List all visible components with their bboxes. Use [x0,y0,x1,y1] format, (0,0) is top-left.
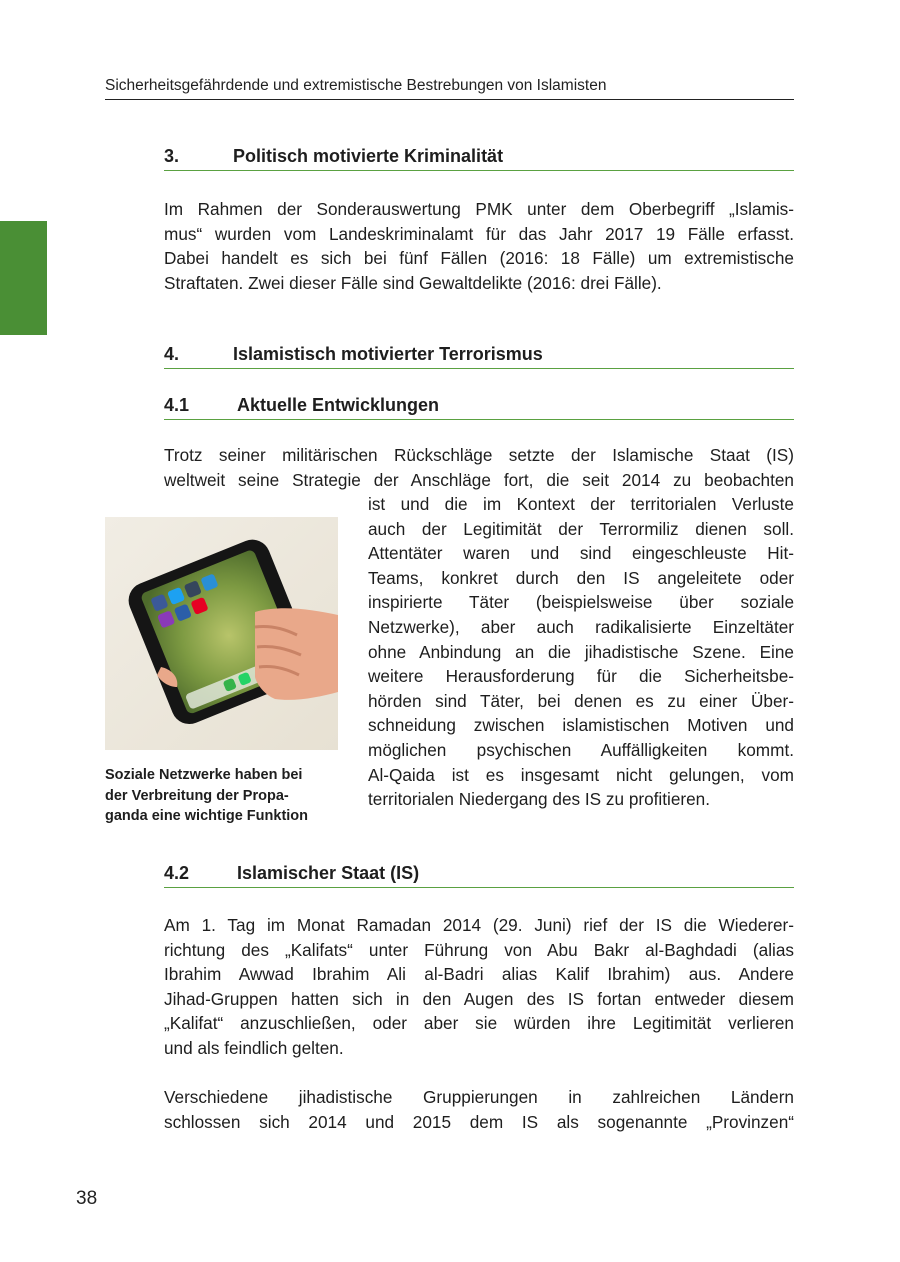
text-line: weltweit seine Strategie der Anschläge fort, die seit 2014 zu beobachten [164,469,794,490]
text-line: auch der Legitimität der Terrormiliz dienen soll. [368,518,794,539]
text-line: hörden sind Täter, bei denen es zu einer Über- [368,690,794,711]
chapter-side-tab [0,221,47,335]
text-line: Teams, konkret durch den IS angeleitete oder [368,567,794,588]
heading-section-4-2 [164,863,794,888]
paragraph-developments-narrow [368,492,794,812]
text-line: „Kalifat“ anzuschließen, oder aber sie würden ihre Legitimität verlieren [164,1013,794,1034]
text-line: schneidung zwischen islamistischen Motiven und [368,715,794,736]
heading-number: 3. [164,146,180,166]
text-line: möglichen psychischen Auffälligkeiten kommt. [368,739,794,760]
caption-line: Soziale Netzwerke haben bei [105,767,303,783]
smartphone-photo [105,517,338,750]
text-line: ohne Anbindung an die jihadistische Szene. Eine [368,641,794,662]
text-line: Al-Qaida ist es insgesamt nicht gelungen, vom [368,764,794,785]
heading-section-4 [164,344,794,369]
heading-section-4-1 [164,395,794,420]
heading-title: Aktuelle Entwicklungen [237,395,440,415]
running-head: Sicherheitsgefährdende und extremistische Bestrebungen von Islamisten [105,77,794,100]
figure-caption [105,765,345,827]
text-line: ist und die im Kontext der territorialen Verluste [368,494,794,514]
page-number: 38 [76,1188,98,1209]
text-line: Ibrahim Awwad Ibrahim Ali al-Badri alias Kalif Ibrahim) aus. Andere [164,964,794,985]
heading-title: Politisch motivierte Kriminalität [233,146,504,166]
paragraph-pmk [164,197,794,295]
heading-number: 4.1 [164,395,190,415]
text-line: Am 1. Tag im Monat Ramadan 2014 (29. Juni) rief der IS die Wiederer- [164,915,794,935]
text-line: Dabei handelt es sich bei fünf Fällen (2016: 18 Fälle) um extremistische [164,248,794,269]
text-line: Verschiedene jihadistische Gruppierungen in zahlreichen Ländern [164,1087,794,1107]
text-line: mus“ wurden vom Landeskriminalamt für das Jahr 2017 19 Fälle erfasst. [164,223,794,244]
paragraph-developments-full [164,443,794,492]
text-line: richtung des „Kalifats“ unter Führung von Abu Bakr al-Baghdadi (alias [164,939,794,960]
caption-line: ganda eine wichtige Funktion [105,808,309,824]
heading-section-3 [164,146,794,171]
caption-line: der Verbreitung der Propa- [105,787,289,804]
heading-title: Islamistisch motivierter Terrorismus [233,344,543,364]
text-line: Attentäter waren und sind eingeschleuste Hit- [368,543,794,564]
smartphone-in-hand-icon [105,517,338,750]
text-line: inspirierte Täter (beispielsweise über soziale [368,592,794,613]
text-line: territorialen Niedergang des IS zu profitieren. [368,789,711,810]
heading-number: 4.2 [164,863,190,883]
text-line: und als feindlich gelten. [164,1037,344,1058]
text-line: Straftaten. Zwei dieser Fälle sind Gewaltdelikte (2016: drei Fälle). [164,272,662,293]
text-line: Trotz seiner militärischen Rückschläge setzte der Islamische Staat (IS) [164,445,794,465]
text-line: Netzwerke), aber auch radikalisierte Einzeltäter [368,616,794,637]
text-line: Jihad-Gruppen hatten sich in den Augen des IS fortan entweder diesem [164,988,794,1009]
paragraph-provinzen [164,1085,794,1134]
paragraph-kalifat [164,913,794,1061]
heading-number: 4. [164,344,180,364]
text-line: weitere Herausforderung für die Sicherheitsbe- [368,666,794,687]
text-line: schlossen sich 2014 und 2015 dem IS als sogenannte „Provinzen“ [164,1111,794,1132]
heading-title: Islamischer Staat (IS) [237,863,420,883]
text-line: Im Rahmen der Sonderauswertung PMK unter dem Oberbegriff „Islamis- [164,199,794,219]
